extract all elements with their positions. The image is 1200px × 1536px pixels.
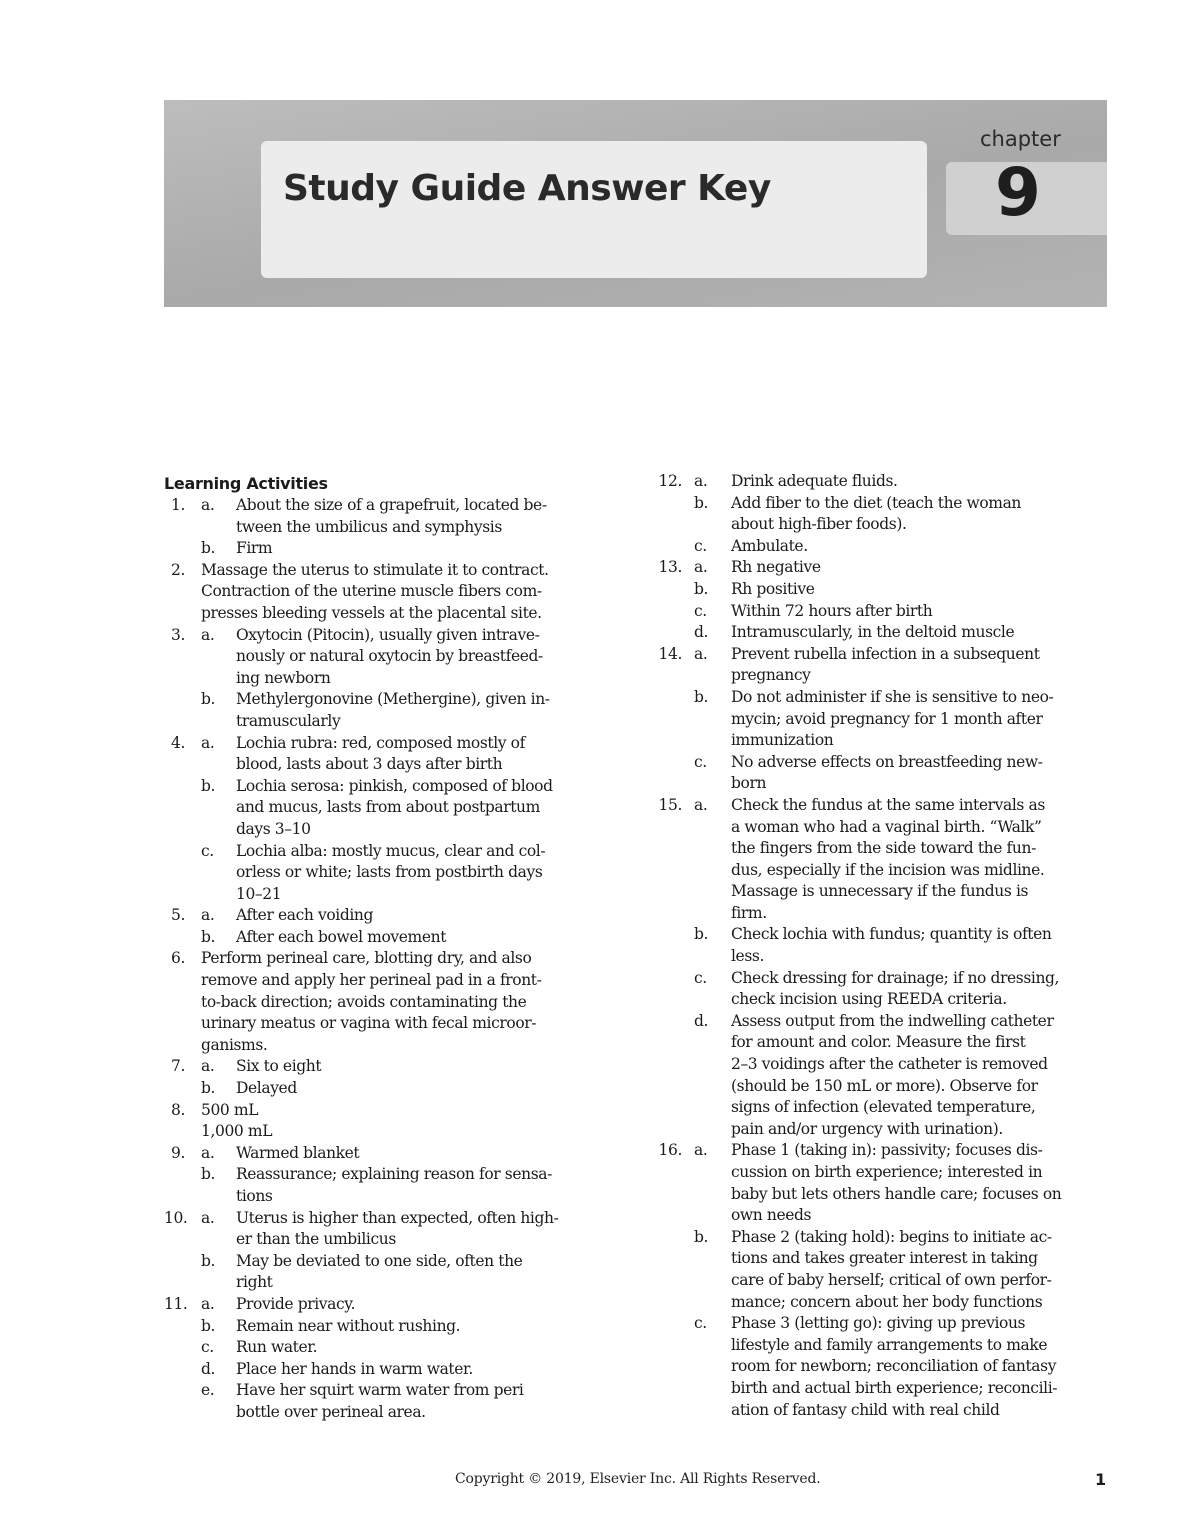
answer-line (655, 1162, 1115, 1184)
answer-line (655, 557, 1115, 579)
answer-text: Check lochia with fundus; quantity is often (731, 925, 1052, 944)
answer-line (655, 1011, 1115, 1033)
page-number: 1 (1095, 1470, 1107, 1489)
page-title: Study Guide Answer Key (283, 168, 771, 209)
answer-text: 10–21 (236, 884, 282, 903)
sub-item-letter: d. (694, 1011, 709, 1030)
item-number: 13. (658, 558, 682, 577)
answer-line (164, 668, 614, 690)
answer-line (164, 1316, 614, 1338)
answer-text: Delayed (236, 1079, 297, 1098)
answer-text: room for newborn; reconciliation of fantasy (731, 1357, 1057, 1376)
sub-item-letter: b. (201, 539, 216, 558)
answer-line (164, 1186, 614, 1208)
answer-line (655, 881, 1115, 903)
sub-item-letter: b. (201, 1165, 216, 1184)
answer-line (655, 514, 1115, 536)
answer-line (655, 1378, 1115, 1400)
answer-text: pregnancy (731, 666, 811, 685)
answer-line (655, 665, 1115, 687)
answer-text: Phase 2 (taking hold): begins to initiate ac- (731, 1227, 1052, 1246)
answer-line (655, 1400, 1115, 1422)
answer-text: own needs (731, 1206, 812, 1225)
item-number: 5. (171, 906, 185, 925)
answer-line (164, 1121, 614, 1143)
answer-line (164, 1143, 614, 1165)
answer-text: About the size of a grapefruit, located be- (236, 496, 547, 514)
answer-line (655, 1054, 1115, 1076)
answer-text: tween the umbilicus and symphysis (236, 517, 502, 536)
answer-text: lifestyle and family arrangements to make (731, 1335, 1048, 1354)
sub-item-letter: b. (694, 687, 709, 706)
answer-text: tions (236, 1187, 273, 1205)
answer-text: firm. (731, 903, 767, 922)
answer-text: to-back direction; avoids contaminating the (201, 992, 527, 1011)
answer-line (164, 1056, 614, 1078)
copyright-notice: Copyright © 2019, Elsevier Inc. All Rights Reserved. (455, 1471, 821, 1487)
answer-text: Within 72 hours after birth (731, 601, 933, 620)
answer-text: Lochia alba: mostly mucus, clear and col- (236, 841, 546, 860)
answer-text: 2–3 voidings after the catheter is removed (731, 1055, 1048, 1074)
item-number: 7. (171, 1057, 185, 1076)
answer-line (655, 536, 1115, 558)
answer-line (655, 1097, 1115, 1119)
answer-text: urinary meatus or vagina with fecal microor- (201, 1014, 537, 1033)
sub-item-letter: d. (201, 1359, 216, 1378)
answer-line (164, 538, 614, 560)
answer-line (164, 1380, 614, 1402)
answer-text: signs of infection (elevated temperature, (731, 1098, 1036, 1117)
item-number: 14. (658, 644, 682, 663)
answer-line (164, 689, 614, 711)
answer-line (655, 1313, 1115, 1335)
answer-text: check incision using REEDA criteria. (731, 990, 1007, 1009)
answer-text: May be deviated to one side, often the (236, 1251, 523, 1270)
sub-item-letter: a. (201, 496, 215, 514)
answer-text: pain and/or urgency with urination). (731, 1119, 1003, 1138)
left-column (164, 473, 614, 1424)
answer-line (655, 493, 1115, 515)
answer-text: Prevent rubella infection in a subsequent (731, 644, 1040, 663)
answer-text: Warmed blanket (236, 1143, 360, 1162)
answer-line (655, 471, 1115, 493)
answer-line (164, 1100, 614, 1122)
answer-line (164, 1035, 614, 1057)
answer-line (655, 622, 1115, 644)
answer-text: Uterus is higher than expected, often high- (236, 1208, 559, 1227)
answer-line (655, 989, 1115, 1011)
answer-text: care of baby herself; critical of own perfor- (731, 1270, 1052, 1289)
answer-line (164, 495, 614, 517)
answer-text: Lochia rubra: red, composed mostly of (236, 733, 525, 752)
answer-text: Check dressing for drainage; if no dressing, (731, 968, 1060, 987)
answer-line (164, 1272, 614, 1294)
answer-line (655, 860, 1115, 882)
sub-item-letter: b. (201, 1079, 216, 1098)
answer-text: baby but lets others handle care; focuses on (731, 1184, 1062, 1203)
answer-text: Six to eight (236, 1057, 322, 1076)
answer-text: 500 mL (201, 1100, 259, 1119)
sub-item-letter: a. (694, 644, 708, 663)
answer-text: Rh negative (731, 558, 821, 577)
sub-item-letter: a. (694, 472, 708, 490)
answer-line (164, 1337, 614, 1359)
answer-text: a woman who had a vaginal birth. “Walk” (731, 817, 1042, 836)
answer-line (655, 1076, 1115, 1098)
sub-item-letter: a. (694, 558, 708, 577)
answer-line (164, 884, 614, 906)
title-box (261, 141, 927, 278)
item-number: 1. (171, 496, 185, 514)
item-number: 15. (658, 795, 682, 814)
answer-text: Place her hands in warm water. (236, 1359, 473, 1378)
answer-line (164, 1208, 614, 1230)
answer-line (164, 797, 614, 819)
answer-text: remove and apply her perineal pad in a front- (201, 971, 542, 990)
answer-text: and mucus, lasts from about postpartum (236, 798, 540, 817)
sub-item-letter: c. (694, 536, 707, 555)
answer-line (164, 733, 614, 755)
answer-text: less. (731, 947, 764, 966)
answer-text: Phase 3 (letting go): giving up previous (731, 1314, 1026, 1333)
answer-text: Massage is unnecessary if the fundus is (731, 882, 1029, 901)
answer-line (655, 730, 1115, 752)
answer-line (164, 927, 614, 949)
sub-item-letter: a. (201, 1057, 215, 1076)
answer-text: Check the fundus at the same intervals as (731, 795, 1045, 814)
answer-text: Massage the uterus to stimulate it to contract. (201, 560, 549, 579)
item-number: 10. (164, 1208, 188, 1227)
sub-item-letter: b. (694, 925, 709, 944)
answer-text: Provide privacy. (236, 1294, 356, 1313)
answer-line (164, 1359, 614, 1381)
answer-line (655, 1270, 1115, 1292)
answer-text: Phase 1 (taking in): passivity; focuses dis- (731, 1141, 1043, 1160)
item-number: 6. (171, 949, 185, 968)
item-number: 8. (171, 1100, 185, 1119)
answer-text: (should be 150 mL or more). Observe for (731, 1076, 1038, 1095)
answer-text: Methylergonovine (Methergine), given in- (236, 690, 550, 709)
answer-line (164, 905, 614, 927)
answer-text: Intramuscularly, in the deltoid muscle (731, 623, 1015, 642)
sub-item-letter: c. (694, 1314, 707, 1333)
answer-text: ing newborn (236, 668, 331, 687)
answer-text: mycin; avoid pregnancy for 1 month after (731, 709, 1043, 728)
answer-line (655, 1227, 1115, 1249)
sub-item-letter: a. (201, 1143, 215, 1162)
sub-item-letter: d. (694, 623, 709, 642)
answer-line (164, 1294, 614, 1316)
answer-line (655, 1356, 1115, 1378)
answer-line (655, 1119, 1115, 1141)
sub-item-letter: a. (201, 1294, 215, 1313)
answer-line (164, 1229, 614, 1251)
sub-item-letter: b. (694, 1227, 709, 1246)
answer-line (164, 1402, 614, 1424)
answer-line (164, 841, 614, 863)
answer-text: ation of fantasy child with real child (731, 1400, 1000, 1419)
answer-text: After each voiding (236, 906, 374, 925)
answer-line (655, 644, 1115, 666)
answer-text: days 3–10 (236, 819, 311, 838)
answer-line (164, 603, 614, 625)
sub-item-letter: a. (201, 625, 215, 644)
answer-text: about high-fiber foods). (731, 515, 907, 534)
sub-item-letter: b. (201, 1316, 216, 1335)
answer-line (164, 1164, 614, 1186)
chapter-label: chapter (980, 127, 1061, 151)
answer-text: for amount and color. Measure the first (731, 1033, 1026, 1052)
sub-item-letter: b. (694, 493, 709, 512)
answer-text: Ambulate. (731, 536, 808, 555)
answer-text: Add fiber to the diet (teach the woman (731, 493, 1022, 512)
answer-text: Do not administer if she is sensitive to neo- (731, 687, 1054, 706)
answer-text: Oxytocin (Pitocin), usually given intrave- (236, 625, 540, 644)
answer-text: er than the umbilicus (236, 1230, 396, 1249)
section-heading: Learning Activities (164, 474, 328, 493)
answer-line (655, 752, 1115, 774)
sub-item-letter: a. (201, 733, 215, 752)
answer-line (655, 773, 1115, 795)
answer-line (164, 754, 614, 776)
sub-item-letter: c. (694, 968, 707, 987)
answer-line (655, 903, 1115, 925)
answer-text: dus, especially if the incision was midline. (731, 860, 1045, 879)
item-number: 9. (171, 1143, 185, 1162)
answer-line (164, 560, 614, 582)
answer-line (655, 1140, 1115, 1162)
answer-text: Reassurance; explaining reason for sensa- (236, 1165, 552, 1184)
answer-text: Firm (236, 539, 273, 558)
answer-text: presses bleeding vessels at the placental site. (201, 603, 542, 622)
answer-line (164, 581, 614, 603)
answer-text: Rh positive (731, 579, 815, 598)
sub-item-letter: a. (201, 1208, 215, 1227)
answer-text: Drink adequate fluids. (731, 472, 898, 490)
answer-line (655, 601, 1115, 623)
item-number: 4. (171, 733, 185, 752)
answer-line (164, 646, 614, 668)
answer-text: mance; concern about her body functions (731, 1292, 1043, 1311)
answer-text: Assess output from the indwelling catheter (731, 1011, 1054, 1030)
sub-item-letter: c. (201, 841, 214, 860)
sub-item-letter: c. (694, 601, 707, 620)
right-column (655, 471, 1115, 1421)
sub-item-letter: b. (201, 776, 216, 795)
answer-text: Have her squirt warm water from peri (236, 1381, 524, 1400)
item-number: 16. (658, 1141, 682, 1160)
item-number: 2. (171, 560, 185, 579)
answer-line (164, 1251, 614, 1273)
answer-line (164, 1078, 614, 1100)
answer-line (655, 709, 1115, 731)
answer-text: Remain near without rushing. (236, 1316, 461, 1335)
sub-item-letter: b. (694, 579, 709, 598)
answer-text: nously or natural oxytocin by breastfeed- (236, 647, 543, 666)
chapter-number: 9 (995, 154, 1041, 231)
answer-text: bottle over perineal area. (236, 1402, 426, 1421)
answer-line (655, 579, 1115, 601)
answer-text: Lochia serosa: pinkish, composed of blood (236, 776, 553, 795)
answer-text: immunization (731, 731, 834, 750)
answer-line (655, 1205, 1115, 1227)
answer-text: tramuscularly (236, 711, 341, 730)
answer-line (164, 1013, 614, 1035)
answer-text: Run water. (236, 1338, 318, 1357)
answer-text: orless or white; lasts from postbirth days (236, 863, 543, 882)
answer-line (655, 1184, 1115, 1206)
answer-text: 1,000 mL (201, 1122, 273, 1141)
sub-item-letter: e. (201, 1381, 215, 1400)
sub-item-letter: c. (201, 1338, 214, 1357)
answer-line (164, 970, 614, 992)
sub-item-letter: a. (694, 1141, 708, 1160)
answer-line (164, 862, 614, 884)
answer-text: the fingers from the side toward the fun- (731, 839, 1036, 858)
answer-line (655, 924, 1115, 946)
answer-line (164, 776, 614, 798)
sub-item-letter: b. (201, 1251, 216, 1270)
answer-text: blood, lasts about 3 days after birth (236, 755, 503, 774)
answer-text: Contraction of the uterine muscle fibers com- (201, 582, 542, 601)
answer-line (655, 1032, 1115, 1054)
answer-line (655, 1292, 1115, 1314)
answer-line (164, 992, 614, 1014)
answer-text: born (731, 774, 767, 793)
answer-line (164, 948, 614, 970)
answer-line (164, 517, 614, 539)
answer-line (655, 1248, 1115, 1270)
item-number: 12. (658, 472, 682, 490)
answer-line (655, 946, 1115, 968)
sub-item-letter: b. (201, 690, 216, 709)
answer-line (655, 838, 1115, 860)
answer-text: cussion on birth experience; interested in (731, 1163, 1043, 1181)
answer-line (655, 795, 1115, 817)
item-number: 3. (171, 625, 185, 644)
page-footer (0, 1471, 1200, 1493)
answer-text: No adverse effects on breastfeeding new- (731, 752, 1043, 771)
answer-text: tions and takes greater interest in taking (731, 1249, 1038, 1268)
answer-text: ganisms. (201, 1035, 268, 1054)
answer-line (164, 819, 614, 841)
sub-item-letter: b. (201, 927, 216, 946)
answer-text: birth and actual birth experience; reconcili- (731, 1378, 1058, 1397)
item-number: 11. (164, 1294, 188, 1313)
answer-line (655, 817, 1115, 839)
answer-line (164, 625, 614, 647)
sub-item-letter: a. (201, 906, 215, 925)
answer-text: After each bowel movement (236, 927, 447, 946)
sub-item-letter: a. (694, 795, 708, 814)
answer-line (655, 1335, 1115, 1357)
answer-line (655, 968, 1115, 990)
answer-line (164, 711, 614, 733)
sub-item-letter: c. (694, 752, 707, 771)
answer-text: Perform perineal care, blotting dry, and also (201, 949, 532, 968)
answer-line (655, 687, 1115, 709)
answer-text: right (236, 1273, 273, 1292)
